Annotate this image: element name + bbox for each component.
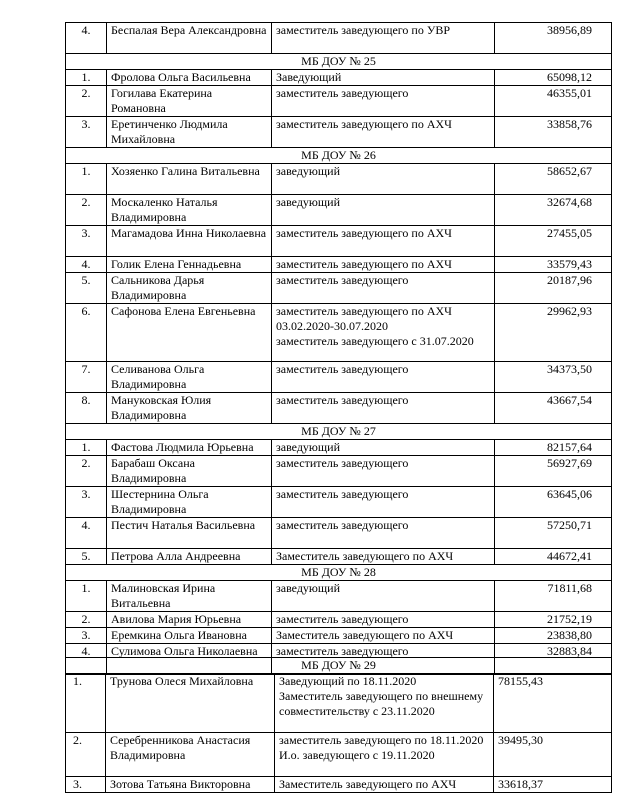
section-title: МБ ДОУ № 27 xyxy=(66,424,612,440)
row-number: 1. xyxy=(66,674,106,733)
table-row xyxy=(66,674,612,733)
salary-value: 71811,68 xyxy=(495,581,612,612)
table-row xyxy=(66,440,612,456)
position-cell xyxy=(275,674,494,733)
row-number: 1. xyxy=(66,581,107,612)
section-header-row xyxy=(66,424,612,440)
salary-value: 21752,19 xyxy=(495,612,612,628)
table-row xyxy=(66,304,612,362)
table-row xyxy=(66,362,612,393)
position-text: заместитель заведующего с 31.07.2020 xyxy=(276,334,474,348)
employee-name: Еретинченко Людмила Михайловна xyxy=(107,117,272,148)
position-cell xyxy=(275,777,494,793)
employee-name: Зотова Татьяна Викторовна xyxy=(106,777,275,793)
salary-value: 43667,54 xyxy=(495,393,612,424)
position-cell xyxy=(272,487,495,518)
position-text: заведующий xyxy=(276,195,340,209)
row-number: 3. xyxy=(66,487,107,518)
salary-value: 33579,43 xyxy=(495,257,612,273)
employee-name: Трунова Олеся Михайловна xyxy=(106,674,275,733)
position-text: заместитель заведующего xyxy=(276,612,409,626)
employee-name: Барабаш Оксана Владимировна xyxy=(107,456,272,487)
employee-name: Магамадова Инна Николаевна xyxy=(107,226,272,257)
position-text: Заведующий по 18.11.2020 xyxy=(279,674,417,688)
employee-name: Фролова Ольга Васильевна xyxy=(107,70,272,86)
table-row xyxy=(66,117,612,148)
position-text: заместитель заведующего по АХЧ xyxy=(276,226,452,240)
row-number: 2. xyxy=(66,195,107,226)
table-row xyxy=(66,456,612,487)
row-number: 2. xyxy=(66,733,106,777)
salary-value: 34373,50 xyxy=(495,362,612,393)
employee-name: Мануковская Юлия Владимировна xyxy=(107,393,272,424)
row-number: 1. xyxy=(66,70,107,86)
table-row xyxy=(66,549,612,565)
table-row xyxy=(66,612,612,628)
position-cell xyxy=(272,581,495,612)
position-text: заместитель заведующего xyxy=(276,86,409,100)
salary-value: 82157,64 xyxy=(495,440,612,456)
employee-name: Селиванова Ольга Владимировна xyxy=(107,362,272,393)
section-title: МБ ДОУ № 28 xyxy=(66,565,612,581)
position-text: Заведующий xyxy=(276,70,342,84)
position-text: заместитель заведующего xyxy=(276,518,409,532)
salary-value: 39495,30 xyxy=(494,733,612,777)
salary-value: 33858,76 xyxy=(495,117,612,148)
staff-salary-table-continued xyxy=(65,657,612,793)
salary-value: 33618,37 xyxy=(494,777,612,793)
position-cell xyxy=(272,612,495,628)
table-row xyxy=(66,487,612,518)
position-text: заместитель заведующего xyxy=(276,487,409,501)
position-cell xyxy=(272,304,495,362)
position-text: заведующий xyxy=(276,440,340,454)
row-number: 5. xyxy=(66,273,107,304)
table-row xyxy=(66,257,612,273)
position-text: заместитель заведующего по 18.11.2020 xyxy=(279,733,484,747)
employee-name: Пестич Наталья Васильевна xyxy=(107,518,272,549)
row-number: 3. xyxy=(66,628,107,644)
staff-salary-table xyxy=(65,22,612,675)
position-text: заведующий xyxy=(276,164,340,178)
employee-name: Гогилава Екатерина Романовна xyxy=(107,86,272,117)
position-cell xyxy=(272,518,495,549)
row-number: 4. xyxy=(66,644,107,675)
row-number: 3. xyxy=(66,226,107,257)
position-cell xyxy=(272,628,495,644)
employee-name: Малиновская Ирина Витальевна xyxy=(107,581,272,612)
salary-value: 23838,80 xyxy=(495,628,612,644)
section-header-row xyxy=(66,565,612,581)
position-text: Заместитель заведующего по АХЧ xyxy=(279,777,457,791)
section-header-row xyxy=(66,658,612,674)
position-text: заместитель заведующего xyxy=(276,273,409,287)
row-number: 5. xyxy=(66,549,107,565)
salary-value: 46355,01 xyxy=(495,86,612,117)
table-row xyxy=(66,628,612,644)
position-text: Заместитель заведующего по АХЧ xyxy=(276,628,454,642)
table-row xyxy=(66,581,612,612)
row-number: 2. xyxy=(66,86,107,117)
employee-name: Голик Елена Геннадьевна xyxy=(107,257,272,273)
position-text: заместитель заведующего xyxy=(276,362,409,376)
employee-name: Петрова Алла Андреевна xyxy=(107,549,272,565)
position-text: 03.02.2020-30.07.2020 xyxy=(276,319,388,333)
position-cell xyxy=(272,273,495,304)
salary-value: 29962,93 xyxy=(495,304,612,362)
row-number: 2. xyxy=(66,612,107,628)
position-text: заведующий xyxy=(276,581,340,595)
employee-name: Шестернина Ольга Владимировна xyxy=(107,487,272,518)
salary-value: 78155,43 xyxy=(494,674,612,733)
row-number: 8. xyxy=(66,393,107,424)
position-cell xyxy=(272,117,495,148)
position-text: заместитель заведующего xyxy=(276,393,409,407)
employee-name: Авилова Мария Юрьевна xyxy=(107,612,272,628)
section-title: МБ ДОУ № 29 xyxy=(66,658,612,674)
position-cell xyxy=(272,440,495,456)
salary-value: 65098,12 xyxy=(495,70,612,86)
employee-name: Серебренникова Анастасия Владимировна xyxy=(106,733,275,777)
employee-name: Сулимова Ольга Николаевна xyxy=(107,644,272,675)
position-cell xyxy=(272,70,495,86)
position-text: Заместитель заведующего по внешнему совместительству с 23.11.2020 xyxy=(279,689,484,718)
position-cell xyxy=(272,393,495,424)
position-text: заместитель заведующего по АХЧ xyxy=(276,117,452,131)
row-number: 7. xyxy=(66,362,107,393)
table-row xyxy=(66,195,612,226)
table-row xyxy=(66,733,612,777)
position-cell xyxy=(272,226,495,257)
row-number: 6. xyxy=(66,304,107,362)
table-row xyxy=(66,777,612,793)
row-number: 3. xyxy=(66,117,107,148)
employee-name: Хозяенко Галина Витальевна xyxy=(107,164,272,195)
table-row xyxy=(66,86,612,117)
position-cell xyxy=(272,195,495,226)
salary-value: 63645,06 xyxy=(495,487,612,518)
table-row xyxy=(66,273,612,304)
employee-name: Москаленко Наталья Владимировна xyxy=(107,195,272,226)
salary-value: 32674,68 xyxy=(495,195,612,226)
row-number: 4. xyxy=(66,257,107,273)
position-cell xyxy=(272,23,495,54)
position-cell xyxy=(275,733,494,777)
table-row xyxy=(66,518,612,549)
table-row xyxy=(66,226,612,257)
employee-name: Сафонова Елена Евгеньевна xyxy=(107,304,272,362)
section-header-row xyxy=(66,54,612,70)
position-text: Заместитель заведующего по АХЧ xyxy=(276,549,454,563)
position-cell xyxy=(272,86,495,117)
table-row xyxy=(66,70,612,86)
position-cell xyxy=(272,164,495,195)
table-row xyxy=(66,23,612,54)
employee-name: Фастова Людмила Юрьевна xyxy=(107,440,272,456)
position-text: заместитель заведующего xyxy=(276,644,409,658)
employee-name: Еремкина Ольга Ивановна xyxy=(107,628,272,644)
row-number: 4. xyxy=(66,518,107,549)
row-number: 3. xyxy=(66,777,106,793)
table-row xyxy=(66,164,612,195)
position-text: заместитель заведующего по АХЧ xyxy=(276,304,452,318)
salary-value: 32883,84 xyxy=(495,644,612,675)
salary-value: 38956,89 xyxy=(495,23,612,54)
row-number: 2. xyxy=(66,456,107,487)
position-text: И.о. заведующего с 19.11.2020 xyxy=(279,748,435,762)
position-cell xyxy=(272,257,495,273)
position-cell xyxy=(272,362,495,393)
section-title: МБ ДОУ № 26 xyxy=(66,148,612,164)
salary-value: 58652,67 xyxy=(495,164,612,195)
salary-value: 44672,41 xyxy=(495,549,612,565)
salary-value: 56927,69 xyxy=(495,456,612,487)
position-text: заместитель заведующего по АХЧ xyxy=(276,257,452,271)
row-number: 1. xyxy=(66,164,107,195)
salary-value: 20187,96 xyxy=(495,273,612,304)
section-header-row xyxy=(66,148,612,164)
position-text: заместитель заведующего по УВР xyxy=(276,23,450,37)
salary-value: 27455,05 xyxy=(495,226,612,257)
position-cell xyxy=(272,456,495,487)
position-cell xyxy=(272,549,495,565)
table-row xyxy=(66,393,612,424)
salary-value: 57250,71 xyxy=(495,518,612,549)
row-number: 1. xyxy=(66,440,107,456)
employee-name: Сальникова Дарья Владимировна xyxy=(107,273,272,304)
position-text: заместитель заведующего xyxy=(276,456,409,470)
employee-name: Беспалая Вера Александровна xyxy=(107,23,272,54)
section-title: МБ ДОУ № 25 xyxy=(66,54,612,70)
row-number: 4. xyxy=(66,23,107,54)
